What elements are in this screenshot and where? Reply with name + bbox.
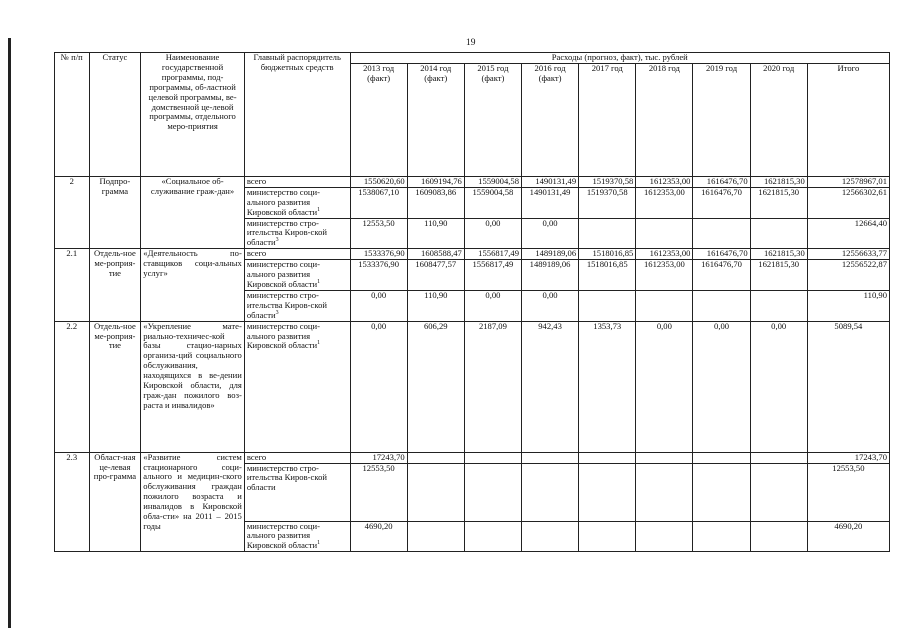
value-cell: 0,00: [350, 290, 407, 321]
row-name: «Социальное об-служивание граж-дан»: [141, 176, 245, 248]
value-cell: 12553,50: [350, 463, 407, 521]
value-cell: 1519370,58: [579, 176, 636, 187]
value-cell: [636, 521, 693, 552]
header-distributor: Главный распорядитель бюджетных средств: [244, 53, 350, 177]
value-cell: 606,29: [407, 321, 464, 452]
value-cell: [407, 521, 464, 552]
value-cell: 1533376,90: [350, 249, 407, 260]
value-cell: [522, 452, 579, 463]
value-cell: 1518016,85: [579, 249, 636, 260]
value-cell: 1609194,76: [407, 176, 464, 187]
row-name: «Укрепление мате-риально-техничес-кой базы стацио-нарных организа-ций социального обслуживания, находящихся в ве-дении Кировской области, для граж-дан пожилого воз-раста и инвалидов»: [141, 321, 245, 452]
value-cell: 0,00: [464, 218, 521, 249]
binding-line: [8, 38, 11, 628]
value-cell: 1612353,00: [636, 187, 693, 218]
value-cell: [522, 463, 579, 521]
value-cell: [522, 521, 579, 552]
value-cell: 1489189,06: [522, 249, 579, 260]
value-cell: [636, 290, 693, 321]
row-num: 2.3: [55, 452, 90, 552]
value-cell: 1559004,58: [464, 187, 521, 218]
value-cell: [407, 463, 464, 521]
row-distributor: министерство соци-ального развития Кировской области$^1$: [244, 521, 350, 552]
row-status: Отдель-ное ме-роприя-тие: [89, 249, 141, 321]
value-cell: 1612353,00: [636, 260, 693, 291]
value-cell: 0,00: [636, 321, 693, 452]
header-year: 2014 год (факт): [407, 63, 464, 176]
header-year: 2017 год: [579, 63, 636, 176]
value-cell: [464, 463, 521, 521]
value-cell: [636, 463, 693, 521]
value-cell: 1559004,58: [464, 176, 521, 187]
total-cell: 12556633,77: [807, 249, 889, 260]
total-cell: 4690,20: [807, 521, 889, 552]
value-cell: [750, 463, 807, 521]
row-status: Подпро-грамма: [89, 176, 141, 248]
header-year: 2016 год (факт): [522, 63, 579, 176]
value-cell: 17243,70: [350, 452, 407, 463]
total-cell: 5089,54: [807, 321, 889, 452]
value-cell: 0,00: [693, 321, 750, 452]
row-num: 2.1: [55, 249, 90, 321]
value-cell: 942,43: [522, 321, 579, 452]
value-cell: 1616476,70: [693, 176, 750, 187]
value-cell: 1621815,30: [750, 260, 807, 291]
header-status: Статус: [89, 53, 141, 177]
row-distributor: всего: [244, 176, 350, 187]
value-cell: 1612353,00: [636, 249, 693, 260]
value-cell: [579, 521, 636, 552]
header-total: Итого: [807, 63, 889, 176]
row-name: «Деятельность по-ставщиков соци-альных услуг»: [141, 249, 245, 321]
value-cell: 0,00: [522, 290, 579, 321]
value-cell: 0,00: [464, 290, 521, 321]
value-cell: 1550620,60: [350, 176, 407, 187]
value-cell: 1621815,30: [750, 249, 807, 260]
value-cell: 0,00: [522, 218, 579, 249]
value-cell: [636, 452, 693, 463]
row-name: «Развитие систем стационарного соци-ального и медицин-ского обслуживания граждан пожилого возраста и инвалидов в Кировской обла-сти» на 2011 – 2015 годы: [141, 452, 245, 552]
value-cell: 0,00: [750, 321, 807, 452]
value-cell: [693, 218, 750, 249]
budget-table: [54, 52, 890, 552]
value-cell: [693, 290, 750, 321]
total-cell: 12578967,01: [807, 176, 889, 187]
row-distributor: всего: [244, 249, 350, 260]
value-cell: 1616476,70: [693, 260, 750, 291]
value-cell: 0,00: [350, 321, 407, 452]
value-cell: [464, 521, 521, 552]
header-year: 2019 год: [693, 63, 750, 176]
header-year: 2015 год (факт): [464, 63, 521, 176]
value-cell: 1612353,00: [636, 176, 693, 187]
row-distributor: министерство соци-ального развития Кировской области$^1$: [244, 260, 350, 291]
row-distributor: министерство соци-ального развития Кировской области$^1$: [244, 187, 350, 218]
value-cell: 1538067,10: [350, 187, 407, 218]
value-cell: [750, 452, 807, 463]
header-row: [55, 53, 890, 64]
value-cell: 1533376,90: [350, 260, 407, 291]
table-row: [55, 321, 890, 452]
value-cell: 1489189,06: [522, 260, 579, 291]
value-cell: [407, 452, 464, 463]
value-cell: 12553,50: [350, 218, 407, 249]
value-cell: [579, 452, 636, 463]
header-year: 2020 год: [750, 63, 807, 176]
value-cell: 1608477,57: [407, 260, 464, 291]
value-cell: 4690,20: [350, 521, 407, 552]
value-cell: 1556817,49: [464, 249, 521, 260]
value-cell: 1608588,47: [407, 249, 464, 260]
value-cell: [464, 452, 521, 463]
value-cell: 1621815,30: [750, 176, 807, 187]
row-distributor: министерство соци-ального развития Кировской области$^1$: [244, 321, 350, 452]
value-cell: [750, 521, 807, 552]
header-year: 2013 год (факт): [350, 63, 407, 176]
total-cell: 17243,70: [807, 452, 889, 463]
page-number: 19: [466, 38, 476, 48]
row-status: Област-ная це-левая про-грамма: [89, 452, 141, 552]
value-cell: 1490131,49: [522, 187, 579, 218]
value-cell: [693, 463, 750, 521]
row-distributor: министерство стро-ительства Киров-ской области: [244, 463, 350, 521]
value-cell: 1621815,30: [750, 187, 807, 218]
total-cell: 12664,40: [807, 218, 889, 249]
total-cell: 12556522,87: [807, 260, 889, 291]
row-num: 2: [55, 176, 90, 248]
value-cell: [579, 218, 636, 249]
row-num: 2.2: [55, 321, 90, 452]
value-cell: 1490131,49: [522, 176, 579, 187]
value-cell: 1609083,86: [407, 187, 464, 218]
table-row: [55, 452, 890, 463]
value-cell: 1616476,70: [693, 249, 750, 260]
value-cell: 110,90: [407, 218, 464, 249]
row-distributor: министерство стро-ительства Киров-ской области$^3$: [244, 218, 350, 249]
value-cell: [636, 218, 693, 249]
header-num: № п/п: [55, 53, 90, 177]
row-distributor: министерство стро-ительства Киров-ской области$^3$: [244, 290, 350, 321]
value-cell: 1556817,49: [464, 260, 521, 291]
table-row: [55, 176, 890, 187]
value-cell: 1518016,85: [579, 260, 636, 291]
value-cell: [579, 290, 636, 321]
value-cell: [750, 218, 807, 249]
row-distributor: всего: [244, 452, 350, 463]
total-cell: 12566302,61: [807, 187, 889, 218]
value-cell: 1519370,58: [579, 187, 636, 218]
total-cell: 12553,50: [807, 463, 889, 521]
header-expenses: Расходы (прогноз, факт), тыс. рублей: [350, 53, 889, 64]
header-name: Наименование государственной программы, под-программы, об-ластной целевой программы, ве-домственной це-левой программы, отдельного меро-приятия: [141, 53, 245, 177]
value-cell: 2187,09: [464, 321, 521, 452]
value-cell: 1616476,70: [693, 187, 750, 218]
total-cell: 110,90: [807, 290, 889, 321]
table-row: [55, 249, 890, 260]
value-cell: 1353,73: [579, 321, 636, 452]
row-status: Отдель-ное ме-роприя-тие: [89, 321, 141, 452]
value-cell: [579, 463, 636, 521]
value-cell: [693, 521, 750, 552]
value-cell: [693, 452, 750, 463]
value-cell: 110,90: [407, 290, 464, 321]
header-year: 2018 год: [636, 63, 693, 176]
value-cell: [750, 290, 807, 321]
